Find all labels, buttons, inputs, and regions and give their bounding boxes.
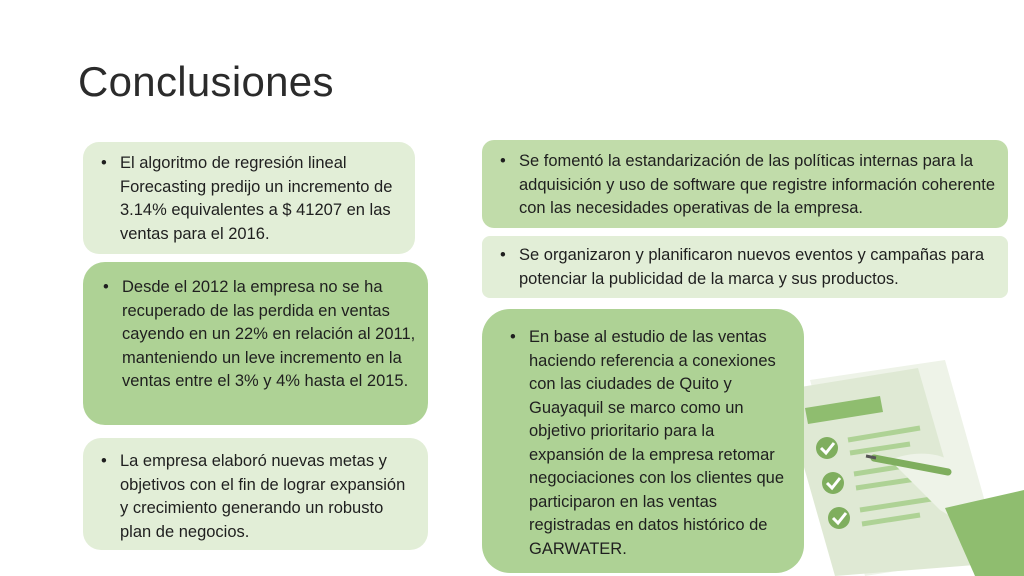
conclusion-box-expansion bbox=[482, 309, 804, 573]
conclusion-box-campaigns bbox=[482, 236, 1008, 298]
bullet-campaigns: • Se organizaron y planificaron nuevos eventos y campañas para potenciar la publicidad de la marca y sus productos. bbox=[496, 244, 996, 291]
conclusion-box-forecast bbox=[83, 142, 415, 254]
checklist-hand-pen-icon bbox=[770, 340, 1024, 576]
bullet-goals: • La empresa elaboró nuevas metas y objetivos con el fin de lograr expansión y crecimiento generando un robusto plan de negocios. bbox=[97, 450, 416, 544]
conclusion-box-goals bbox=[83, 438, 428, 550]
bullet-standardization: • Se fomentó la estandarización de las políticas internas para la adquisición y uso de software que registre información coherente con las necesidades operativas de la empresa. bbox=[496, 150, 996, 221]
bullet-expansion: • En base al estudio de las ventas haciendo referencia a conexiones con las ciudades de Quito y Guayaquil se marco como un objetivo prioritario para la expansión de la empresa retomar negociaciones con los clientes que participaron en las ventas registradas en datos histórico de GARWATER. bbox=[506, 326, 792, 561]
slide-title: Conclusiones bbox=[78, 58, 334, 105]
conclusion-box-standardization bbox=[482, 140, 1008, 228]
bullet-forecast: • El algoritmo de regresión lineal Forecasting predijo un incremento de 3.14% equivalentes a $ 41207 en las ventas para el 2016. bbox=[97, 152, 403, 246]
conclusion-box-sales-drop bbox=[83, 262, 428, 425]
bullet-sales-drop: • Desde el 2012 la empresa no se ha recuperado de las perdida en ventas cayendo en un 22% en relación al 2011, manteniendo un leve incremento en la ventas entre el 3% y 4% hasta el 2015. bbox=[99, 276, 416, 394]
